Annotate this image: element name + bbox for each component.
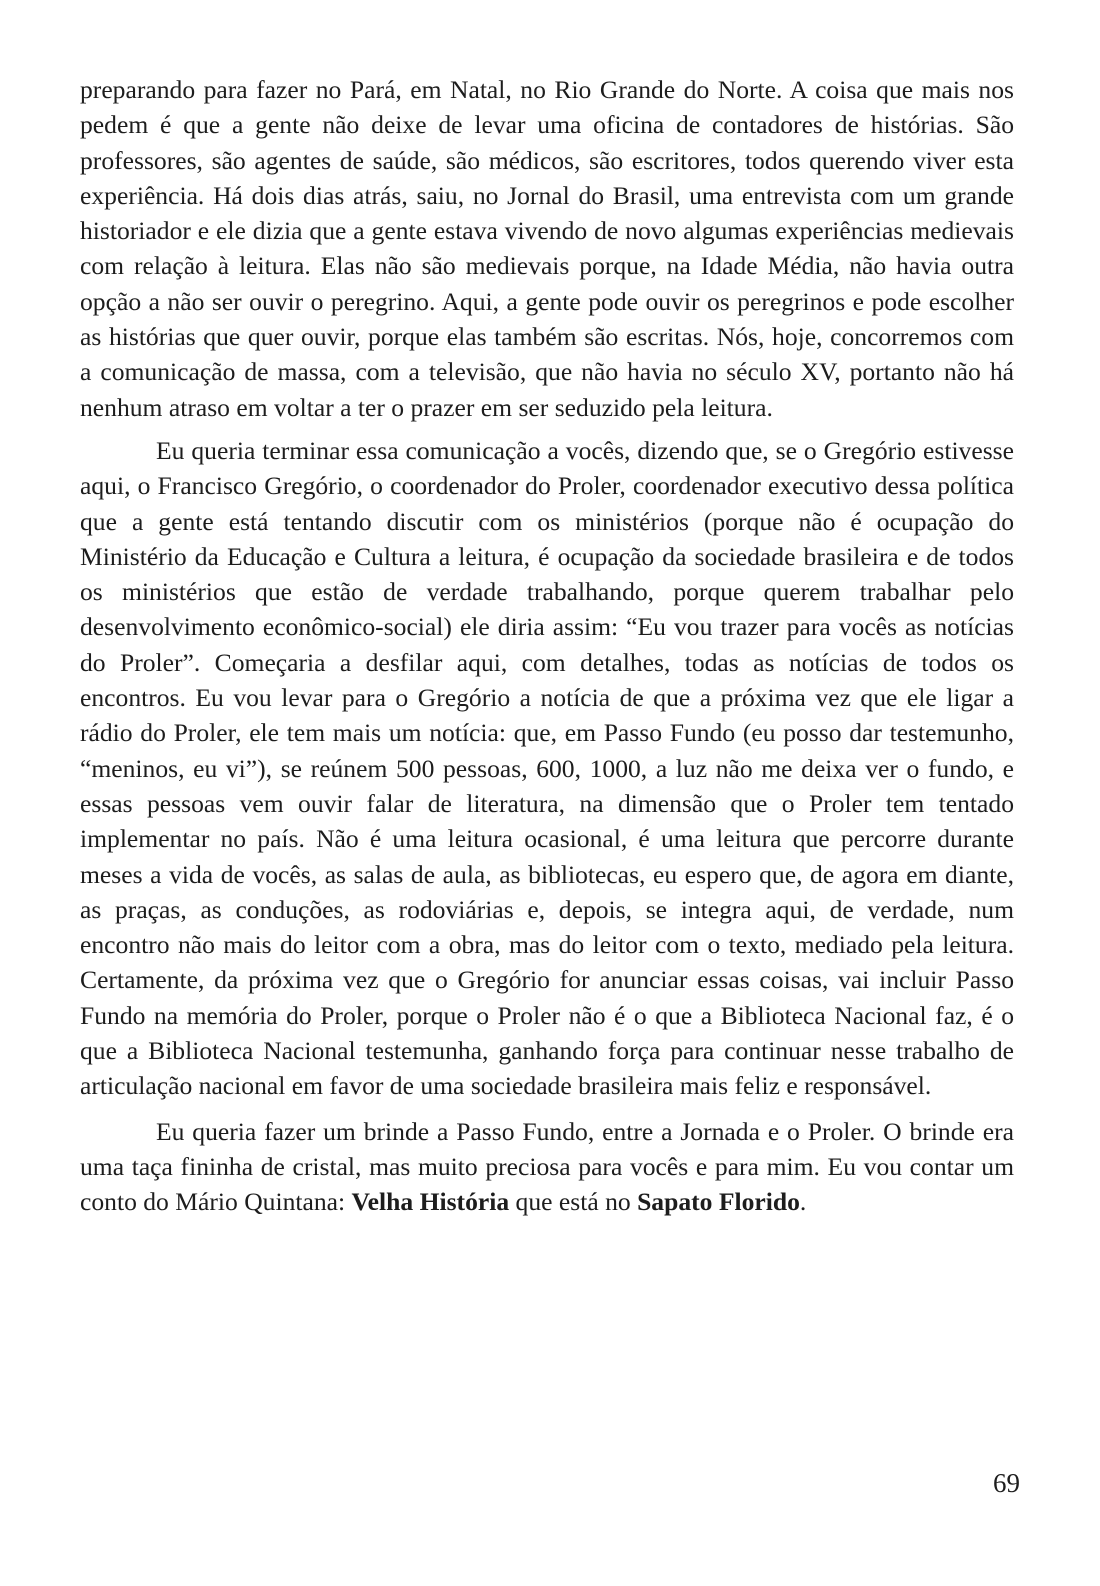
book-title-sapato-florido: Sapato Florido: [637, 1187, 800, 1217]
body-text: [80, 72, 1014, 1230]
paragraph-2: Eu queria terminar essa comunicação a vocês, dizendo que, se o Gregório estivesse aqui, o Francisco Gregório, o coordenador do Proler, coordenador executivo dessa política que a gente está tentando discutir com os ministérios (porque não é ocupação do Ministério da Educação e Cultura a leitura, é ocupação da sociedade brasileira e de todos os ministérios que estão de verdade trabalhando, porque querem trabalhar pelo desenvolvimento econômico-social) ele diria assim: “Eu vou trazer para vocês as notícias do Proler”. Começaria a desfilar aqui, com detalhes, todas as notícias de todos os encontros. Eu vou levar para o Gregório a notícia de que a próxima vez que ele ligar a rádio do Proler, ele tem mais um notícia: que, em Passo Fundo (eu posso dar testemunho, “meninos, eu vi”), se reúnem 500 pessoas, 600, 1000, a luz não me deixa ver o fundo, e essas pessoas vem ouvir falar de literatura, na dimensão que o Proler tem tentado implementar no país. Não é uma leitura ocasional, é uma leitura que percorre durante meses a vida de vocês, as salas de aula, as bibliotecas, eu espero que, de agora em diante, as praças, as conduções, as rodoviárias e, depois, se integra aqui, de verdade, num encontro não mais do leitor com a obra, mas do leitor com o texto, mediado pela leitura. Certamente, da próxima vez que o Gregório for anunciar essas coisas, vai incluir Passo Fundo na memória do Proler, porque o Proler não é o que a Biblioteca Nacional faz, é o que a Biblioteca Nacional testemunha, ganhando força para continuar nesse trabalho de articulação nacional em favor de uma sociedade brasileira mais feliz e responsável.: [80, 435, 1014, 1101]
paragraph-3-text-middle: que está no: [509, 1187, 638, 1217]
paragraph-3: [80, 1114, 1014, 1220]
page-number: 69: [993, 1468, 1020, 1498]
paragraph-3-text-after: .: [799, 1187, 807, 1217]
book-title-velha-historia: Velha História: [351, 1187, 510, 1217]
paragraph-1: preparando para fazer no Pará, em Natal, no Rio Grande do Norte. A coisa que mais nos pedem é que a gente não deixe de levar uma oficina de contadores de histórias. São professores, são agentes de saúde, são médicos, são escritores, todos querendo viver esta experiência. Há dois dias atrás, saiu, no Jornal do Brasil, uma entrevista com um grande historiador e ele dizia que a gente estava vivendo de novo algumas experiências medievais com relação à leitura. Elas não são medievais porque, na Idade Média, não havia outra opção a não ser ouvir o peregrino. Aqui, a gente pode ouvir os peregrinos e pode escolher as histórias que quer ouvir, porque elas também são escritas. Nós, hoje, concorremos com a comunicação de massa, com a televisão, que não havia no século XV, portanto não há nenhum atraso em voltar a ter o prazer em ser seduzido pela leitura.: [80, 75, 1014, 422]
paragraph-3-text-before: Eu queria fazer um brinde a Passo Fundo, entre a Jornada e o Proler. O brinde era uma taça fininha de cristal, mas muito preciosa para vocês e para mim. Eu vou contar um conto do Mário Quintana:: [80, 1116, 1014, 1217]
